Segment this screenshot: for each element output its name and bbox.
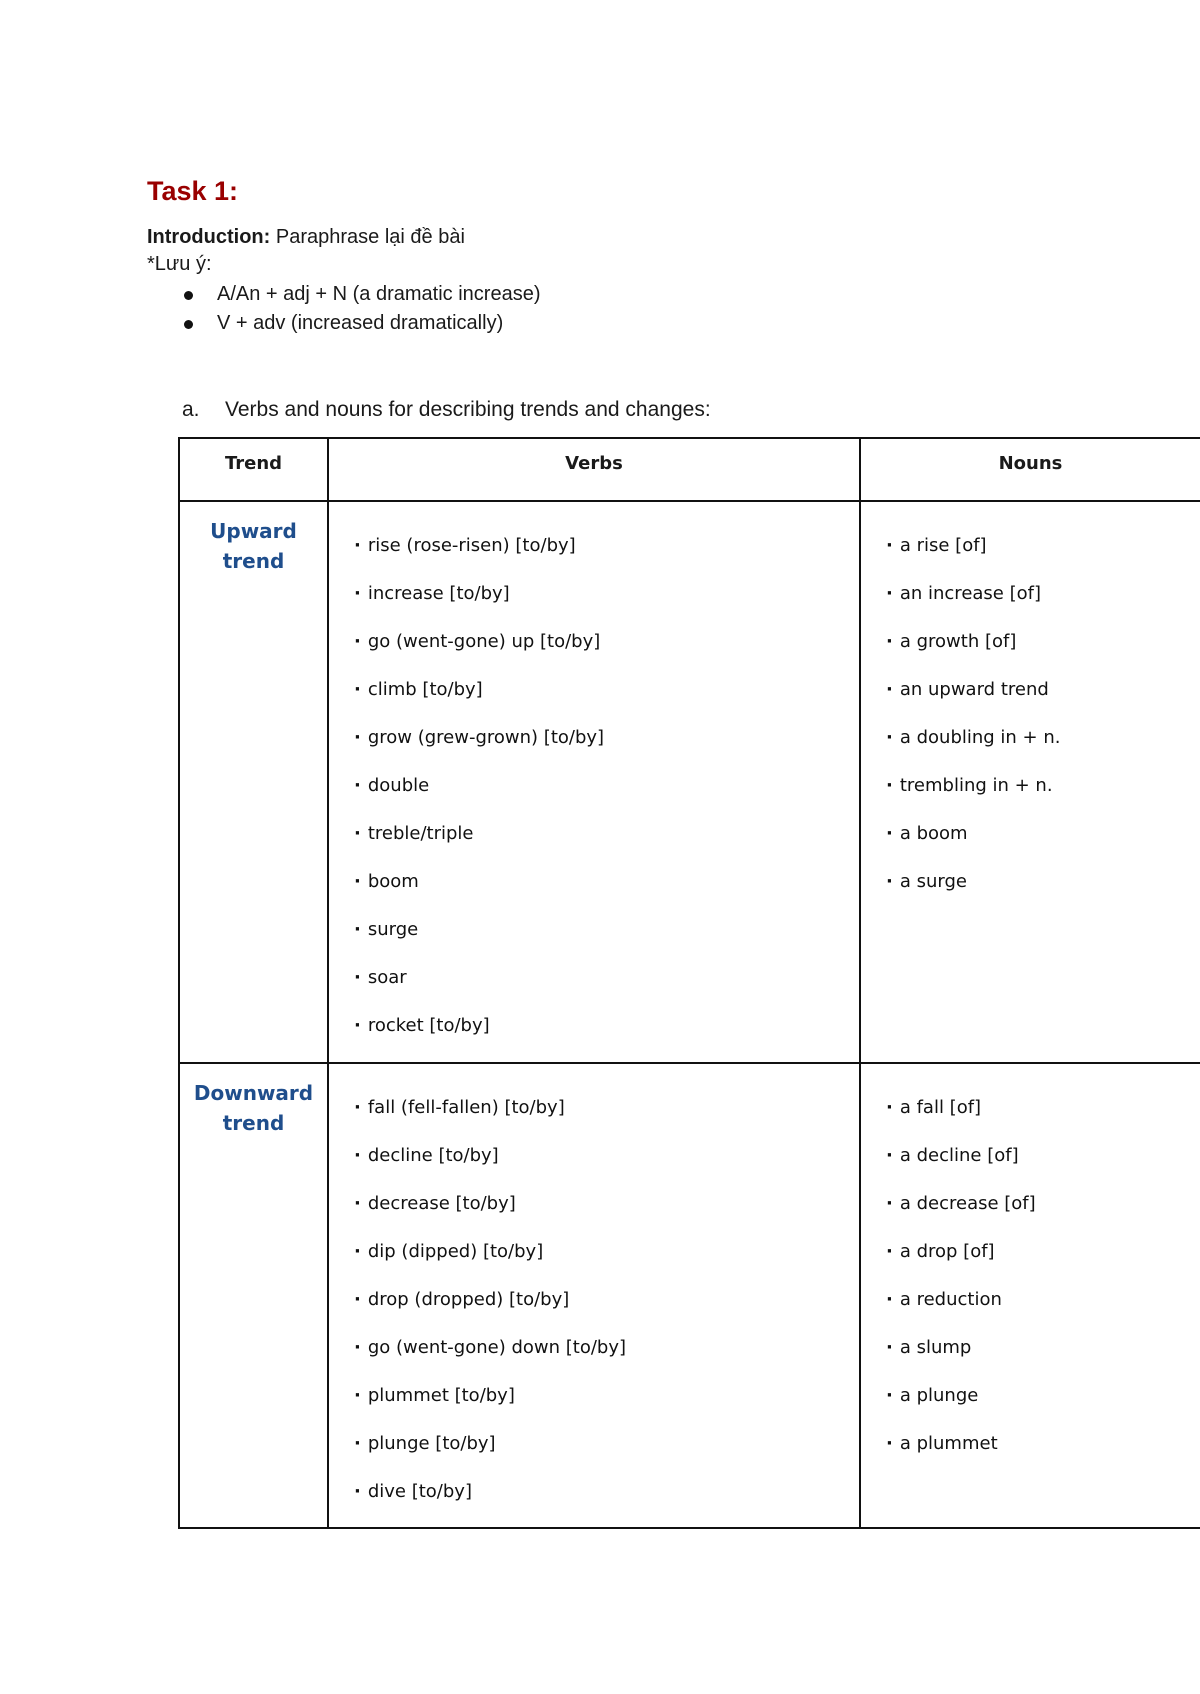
noun-text: a plummet [899, 1433, 998, 1454]
bullet-icon: · [354, 535, 361, 556]
verbs-cell [328, 1063, 860, 1528]
verb-text: decrease [to/by] [367, 1193, 516, 1214]
list-item [182, 309, 540, 338]
bullet-icon: · [886, 1289, 893, 1310]
list-item [886, 858, 1200, 906]
list-item [886, 522, 1200, 570]
trend-label: trend [222, 1111, 285, 1135]
bullet-icon: · [354, 1385, 361, 1406]
table-row [179, 1063, 1200, 1528]
list-item [354, 1002, 859, 1050]
list-item [354, 570, 859, 618]
verbs-list [329, 502, 859, 1058]
list-item [886, 618, 1200, 666]
verb-text: go (went-gone) up [to/by] [367, 631, 601, 652]
noun-text: an increase [of] [899, 583, 1041, 604]
trend-label: trend [222, 549, 285, 573]
verb-text: dip (dipped) [to/by] [367, 1241, 544, 1262]
list-item [354, 1228, 859, 1276]
list-item [354, 1180, 859, 1228]
nouns-cell [860, 1063, 1200, 1528]
bullet-icon: · [354, 823, 361, 844]
verb-text: drop (dropped) [to/by] [367, 1289, 570, 1310]
section-heading [182, 398, 711, 422]
trend-cell [179, 501, 328, 1063]
verbs-list [329, 1064, 859, 1524]
noun-text: a surge [899, 871, 967, 892]
bullet-icon: · [886, 1145, 893, 1166]
verb-text: go (went-gone) down [to/by] [367, 1337, 626, 1358]
list-item [886, 1084, 1200, 1132]
verb-text: dive [to/by] [367, 1481, 472, 1502]
list-item [354, 666, 859, 714]
list-item [354, 522, 859, 570]
bullet-icon: · [886, 1241, 893, 1262]
nouns-list [861, 1064, 1200, 1476]
bullet-icon: · [886, 583, 893, 604]
bullet-icon: · [354, 1015, 361, 1036]
trend-label: Downward [193, 1081, 314, 1105]
verbs-cell [328, 501, 860, 1063]
verb-text: plunge [to/by] [367, 1433, 496, 1454]
bullet-icon: · [886, 871, 893, 892]
header-verbs: Verbs [328, 438, 860, 501]
verb-text: climb [to/by] [367, 679, 483, 700]
trend-vocabulary-table [178, 437, 1200, 1529]
bullet-icon: · [886, 679, 893, 700]
list-item [354, 1420, 859, 1468]
list-item [354, 1276, 859, 1324]
list-item [354, 858, 859, 906]
bullet-icon: · [354, 967, 361, 988]
table-header-row [179, 438, 1200, 501]
list-item [354, 1084, 859, 1132]
list-item [354, 1132, 859, 1180]
noun-text: a boom [899, 823, 968, 844]
bullet-icon [184, 291, 193, 300]
list-item [886, 666, 1200, 714]
bullet-icon: · [886, 1193, 893, 1214]
verb-text: surge [367, 919, 419, 940]
list-item [354, 1324, 859, 1372]
noun-text: a plunge [899, 1385, 979, 1406]
noun-text: an upward trend [899, 679, 1049, 700]
verb-text: rocket [to/by] [367, 1015, 490, 1036]
list-item [354, 954, 859, 1002]
verb-text: double [367, 775, 430, 796]
bullet-icon: · [354, 1145, 361, 1166]
bullet-icon: · [886, 1433, 893, 1454]
list-item [886, 1132, 1200, 1180]
list-item [354, 762, 859, 810]
noun-text: a slump [899, 1337, 972, 1358]
list-item [886, 1372, 1200, 1420]
list-item [886, 1276, 1200, 1324]
task-heading: Task 1: [147, 176, 239, 206]
bullet-icon: · [354, 1433, 361, 1454]
introduction-text: Paraphrase lại đề bài [270, 226, 465, 248]
header-trend: Trend [179, 438, 328, 501]
list-item [354, 714, 859, 762]
bullet-icon [184, 320, 193, 329]
verb-text: soar [367, 967, 407, 988]
bullet-icon: · [886, 1385, 893, 1406]
noun-text: a doubling in + n. [899, 727, 1061, 748]
bullet-icon: · [354, 631, 361, 652]
bullet-icon: · [354, 871, 361, 892]
noun-text: a growth [of] [899, 631, 1017, 652]
nouns-cell [860, 501, 1200, 1063]
bullet-list [182, 280, 540, 338]
section-marker: a. [182, 398, 200, 421]
noun-text: trembling in + n. [899, 775, 1053, 796]
bullet-icon: · [354, 1481, 361, 1502]
list-item [354, 906, 859, 954]
list-item-text: A/An + adj + N (a dramatic increase) [217, 283, 541, 305]
bullet-icon: · [354, 775, 361, 796]
verb-text: decline [to/by] [367, 1145, 499, 1166]
list-item-text: V + adv (increased dramatically) [217, 312, 504, 334]
list-item [886, 762, 1200, 810]
verb-text: increase [to/by] [367, 583, 510, 604]
list-item [182, 280, 540, 309]
noun-text: a fall [of] [899, 1097, 982, 1118]
bullet-icon: · [354, 1193, 361, 1214]
bullet-icon: · [886, 727, 893, 748]
table-row [179, 501, 1200, 1063]
bullet-icon: · [354, 1097, 361, 1118]
noun-text: a decrease [of] [899, 1193, 1036, 1214]
bullet-icon: · [354, 1241, 361, 1262]
section-text: Verbs and nouns for describing trends and changes: [225, 398, 711, 421]
list-item [886, 810, 1200, 858]
bullet-icon: · [354, 679, 361, 700]
nouns-list [861, 502, 1200, 914]
noun-text: a rise [of] [899, 535, 987, 556]
noun-text: a drop [of] [899, 1241, 995, 1262]
bullet-icon: · [886, 631, 893, 652]
list-item [354, 1372, 859, 1420]
bullet-icon: · [886, 535, 893, 556]
verb-text: plummet [to/by] [367, 1385, 515, 1406]
noun-text: a decline [of] [899, 1145, 1019, 1166]
list-item [886, 570, 1200, 618]
verb-text: rise (rose-risen) [to/by] [367, 535, 576, 556]
verb-text: grow (grew-grown) [to/by] [367, 727, 605, 748]
bullet-icon: · [886, 1337, 893, 1358]
list-item [886, 1420, 1200, 1468]
list-item [354, 618, 859, 666]
trend-cell [179, 1063, 328, 1528]
list-item [886, 714, 1200, 762]
header-nouns: Nouns [860, 438, 1200, 501]
bullet-icon: · [354, 583, 361, 604]
list-item [886, 1228, 1200, 1276]
verb-text: treble/triple [367, 823, 474, 844]
bullet-icon: · [354, 1337, 361, 1358]
bullet-icon: · [886, 775, 893, 796]
bullet-icon: · [886, 1097, 893, 1118]
verb-text: fall (fell-fallen) [to/by] [367, 1097, 565, 1118]
trend-label: Upward [210, 519, 297, 543]
list-item [354, 810, 859, 858]
note-label: *Lưu ý: [147, 253, 212, 275]
introduction-label: Introduction: [147, 226, 271, 248]
introduction-line [147, 223, 465, 251]
bullet-icon: · [354, 919, 361, 940]
bullet-icon: · [354, 727, 361, 748]
bullet-icon: · [354, 1289, 361, 1310]
list-item [886, 1324, 1200, 1372]
bullet-icon: · [886, 823, 893, 844]
list-item [354, 1468, 859, 1516]
list-item [886, 1180, 1200, 1228]
noun-text: a reduction [899, 1289, 1002, 1310]
verb-text: boom [367, 871, 419, 892]
